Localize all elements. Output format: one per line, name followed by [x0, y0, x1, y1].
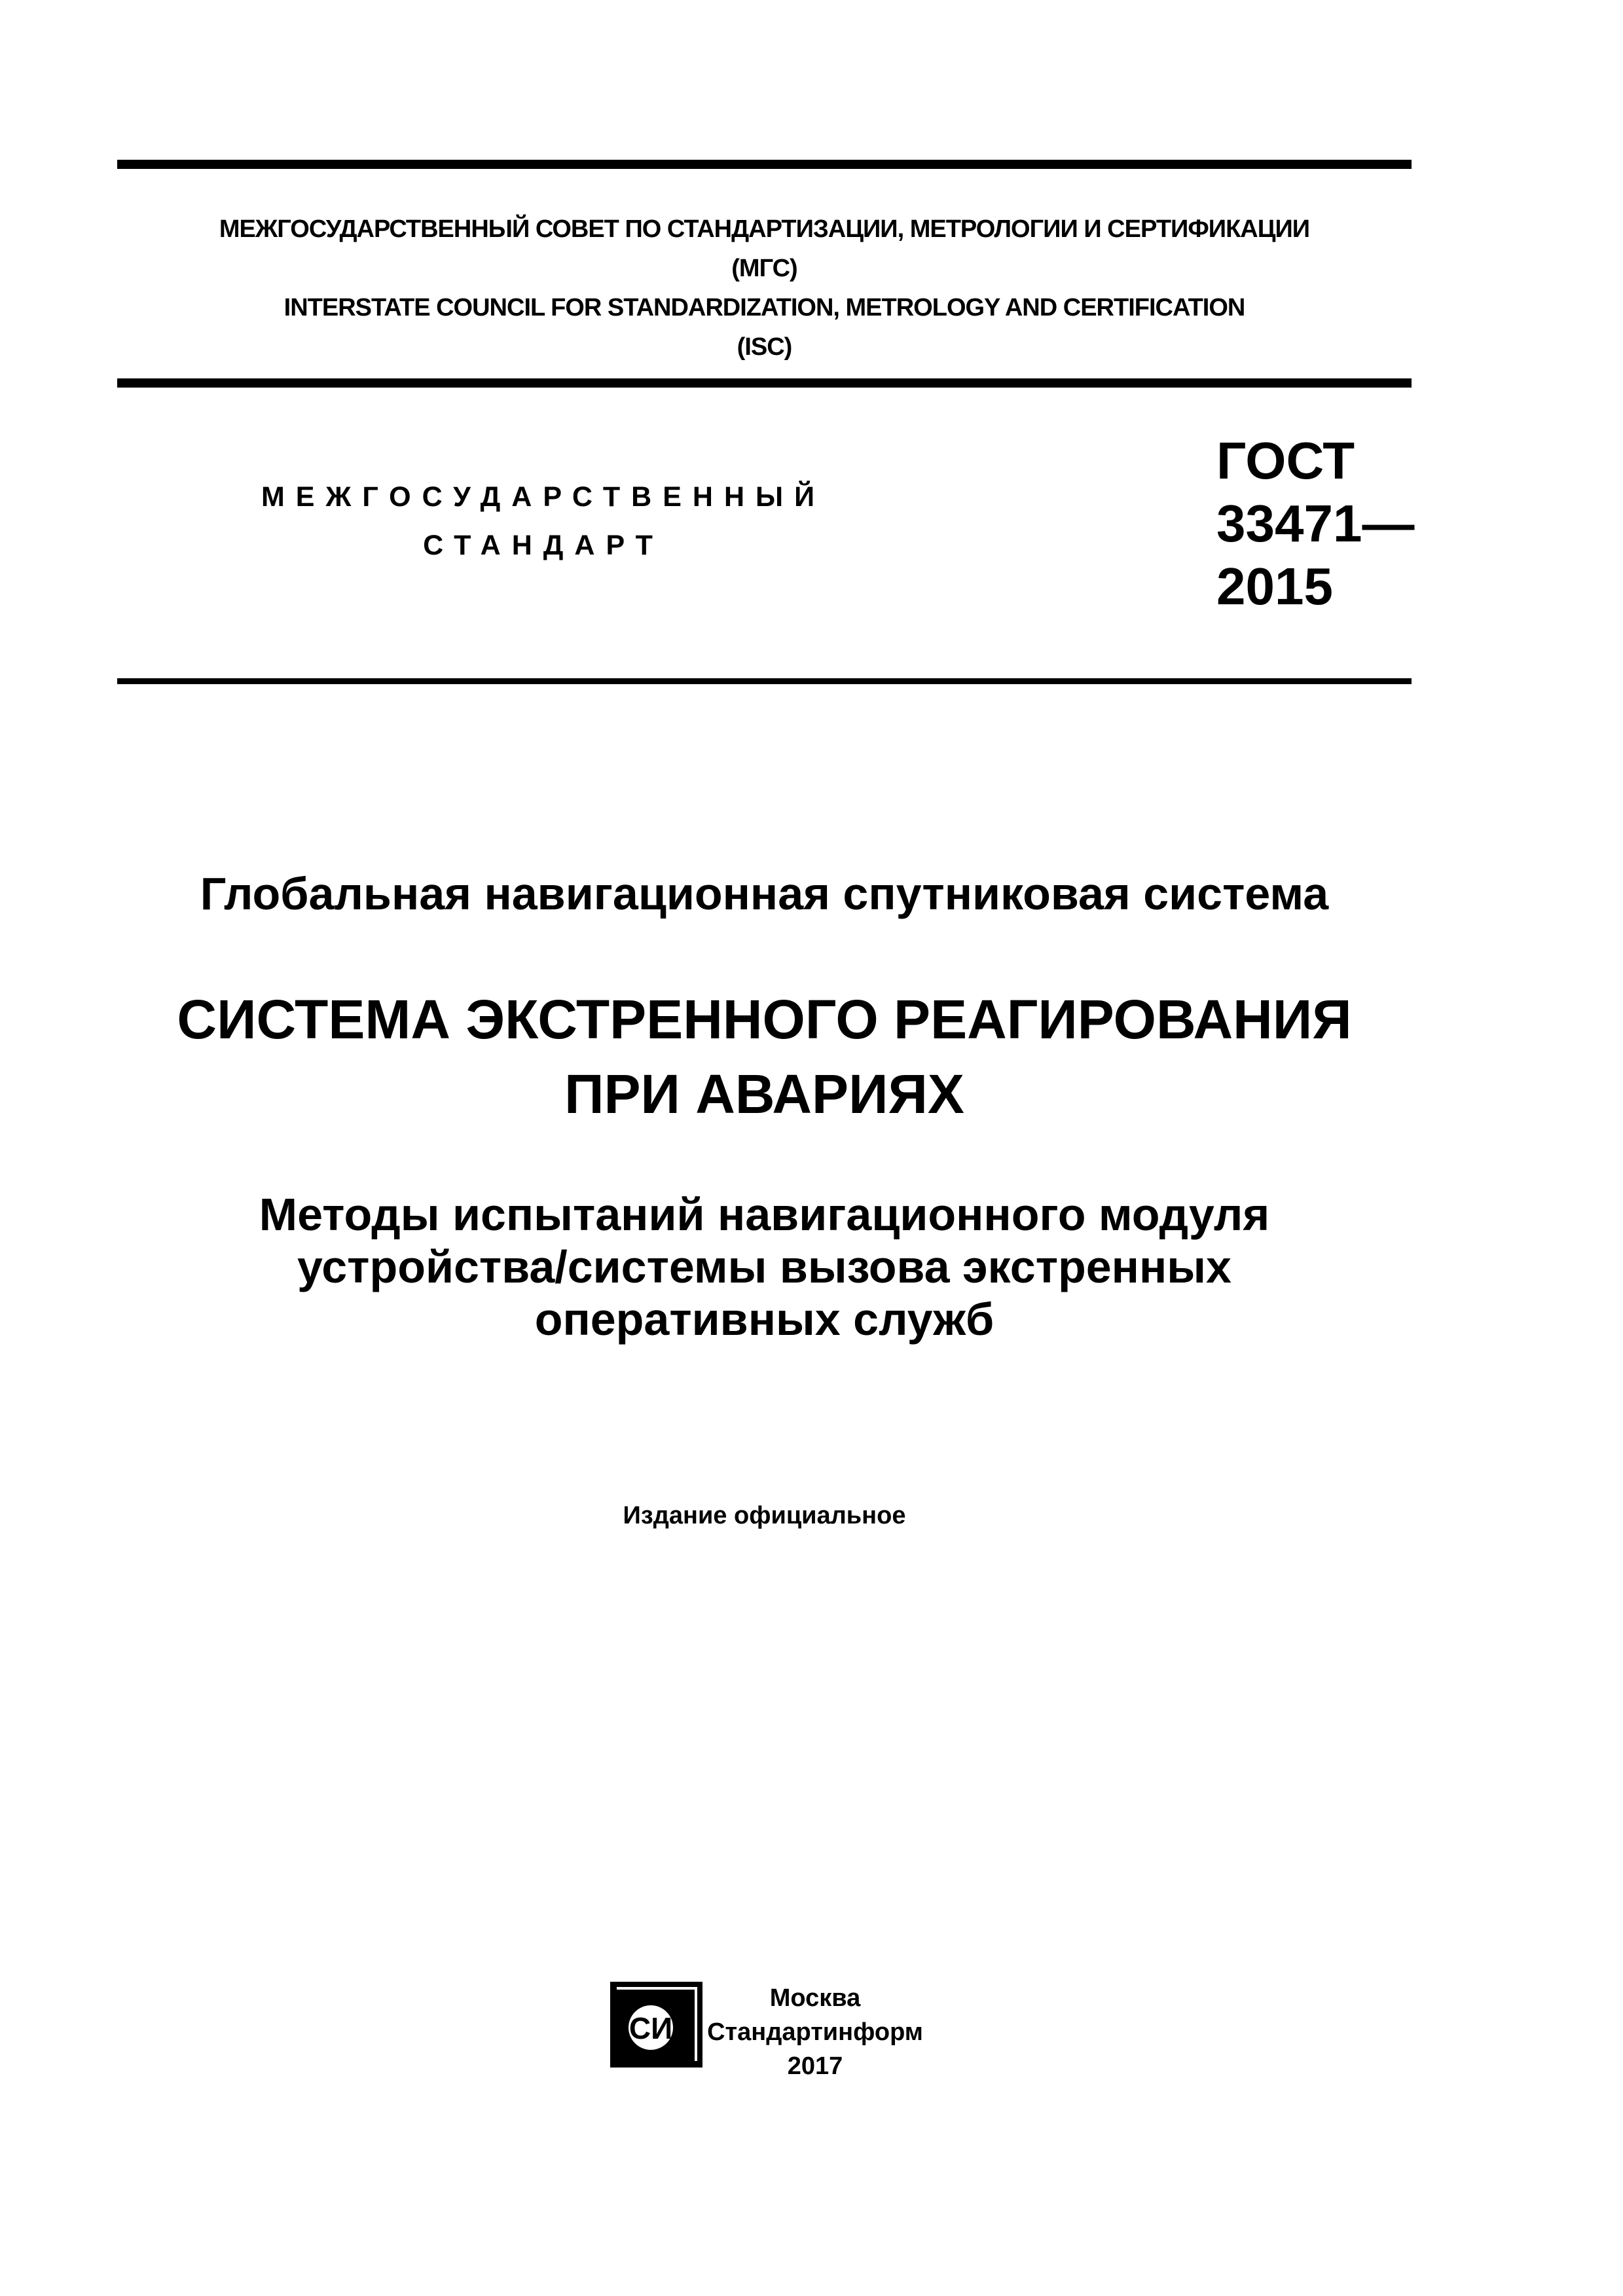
gost-prefix: ГОСТ [1216, 431, 1355, 490]
subtitle [117, 1188, 1412, 1345]
top-rule [117, 160, 1412, 169]
council-header [117, 210, 1412, 367]
gost-designation [1216, 429, 1414, 618]
standard-label-line2: СТАНДАРТ [423, 530, 664, 561]
standard-label-line1: МЕЖГОСУДАРСТВЕННЫЙ [261, 481, 826, 513]
council-ru-name: МЕЖГОСУДАРСТВЕННЫЙ СОВЕТ ПО СТАНДАРТИЗАЦИИ, МЕТРОЛОГИИ И СЕРТИФИКАЦИИ [219, 215, 1310, 243]
council-en-name: INTERSTATE COUNCIL FOR STANDARDIZATION, METROLOGY AND CERTIFICATION [283, 294, 1245, 321]
council-bottom-rule [117, 378, 1412, 388]
subtitle-line3: оперативных служб [534, 1294, 994, 1345]
main-title-line2: ПРИ АВАРИЯХ [564, 1063, 964, 1125]
main-title [117, 982, 1412, 1131]
publisher-name: Стандартинформ [707, 2018, 923, 2046]
gost-year: 2015 [1216, 557, 1333, 615]
standartinform-logo-icon [609, 1980, 704, 2069]
standard-label [216, 473, 871, 570]
subtitle-line2: устройства/системы вызова экстренных [297, 1241, 1231, 1292]
council-en-abbr: (ISC) [737, 333, 792, 361]
edition-note: Издание официальное [623, 1502, 906, 1529]
publisher-city: Москва [769, 1984, 861, 2012]
header-bottom-rule [117, 678, 1412, 684]
publisher-info [707, 1981, 923, 2083]
gost-number: 33471— [1216, 494, 1415, 553]
subtitle-line1: Методы испытаний навигационного модуля [259, 1189, 1270, 1240]
council-ru-abbr: (МГС) [731, 255, 797, 282]
publisher-year: 2017 [787, 2052, 843, 2080]
main-title-line1: СИСТЕМА ЭКСТРЕННОГО РЕАГИРОВАНИЯ [177, 989, 1352, 1050]
svg-text:СИ: СИ [629, 2011, 673, 2045]
title-line: Глобальная навигационная спутниковая система [200, 868, 1329, 919]
